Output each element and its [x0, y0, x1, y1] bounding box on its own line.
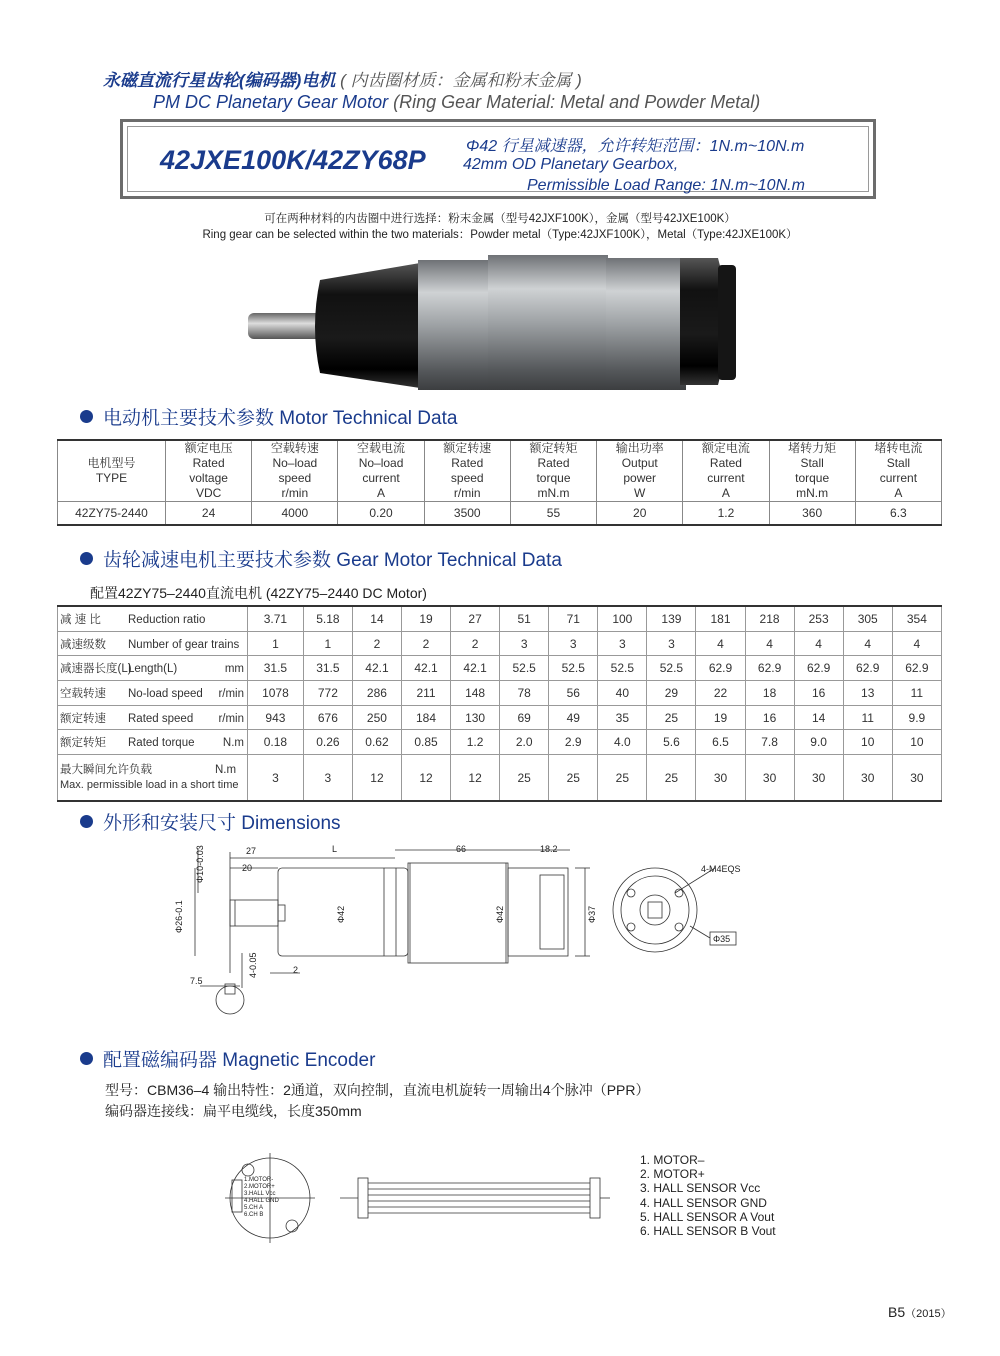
gear-cell: 2: [401, 631, 450, 656]
gear-cell: 62.9: [745, 656, 794, 681]
gear-cell: 0.18: [248, 730, 304, 755]
encoder-drawing: [210, 1148, 630, 1243]
connector-right: [590, 1178, 600, 1218]
dim-37: Φ37: [587, 905, 597, 923]
gear-cell: 62.9: [794, 656, 843, 681]
gear-cell: 4: [745, 631, 794, 656]
type-header: 电机型号 TYPE: [58, 440, 166, 502]
pcb-label: 2.MOTOR+: [244, 1184, 275, 1190]
gear-cell: 52.5: [598, 656, 647, 681]
gear-cell: 7.8: [745, 730, 794, 755]
gear-cell: 772: [303, 681, 352, 706]
gear-cell: 31.5: [303, 656, 352, 681]
gear-cell: 3: [598, 631, 647, 656]
motor-cell: 1.2: [683, 502, 769, 526]
gear-cell: 2.0: [500, 730, 549, 755]
gear-cell: 56: [549, 681, 598, 706]
gear-cell: 78: [500, 681, 549, 706]
gear-cell: 30: [794, 755, 843, 802]
gear-cell: 51: [500, 606, 549, 631]
gear-cell: 25: [647, 705, 696, 730]
gear-cell: 5.6: [647, 730, 696, 755]
connector-left: [358, 1178, 368, 1218]
gear-cell: 250: [352, 705, 401, 730]
gear-cell: 4.0: [598, 730, 647, 755]
gear-cell: 100: [598, 606, 647, 631]
gearbox-black: [315, 263, 420, 388]
motor-col-header: 额定电压 Rated voltage VDC: [166, 440, 252, 502]
gear-cell: 4: [696, 631, 745, 656]
motor-cell: 55: [510, 502, 596, 526]
motor-cell: 4000: [252, 502, 338, 526]
gear-row-label: 空载转速 No-load speed r/min: [58, 681, 248, 706]
gear-cell: 31.5: [248, 656, 304, 681]
motor-cell: 360: [769, 502, 855, 526]
gearbox-en-2: Permissible Load Range: 1N.m~10N.m: [527, 177, 805, 194]
gear-cell: 6.5: [696, 730, 745, 755]
gear-cell: 19: [401, 606, 450, 631]
encoder-line-2: 编码器连接线：扁平电缆线，长度350mm: [105, 1103, 362, 1119]
gearbox-cn: Φ42 行星减速器，允许转矩范围：1N.m~10N.m: [466, 138, 805, 155]
gear-cell: 4: [892, 631, 941, 656]
gear-cell: 2: [352, 631, 401, 656]
gear-cell: 4: [843, 631, 892, 656]
gear-cell: 11: [843, 705, 892, 730]
gear-cell: 0.62: [352, 730, 401, 755]
motor-cell: 24: [166, 502, 252, 526]
gear-cell: 42.1: [352, 656, 401, 681]
pcb-label: 1.MOTOR-: [244, 1177, 274, 1183]
dim-4: 4-0.05: [248, 952, 258, 978]
gear-row-label: 减速器长度(L)Length(L) mm: [58, 656, 248, 681]
gear-cell: 25: [647, 755, 696, 802]
gear-row-label: 减速级数 Number of gear trains: [58, 631, 248, 656]
gear-cell: 11: [892, 681, 941, 706]
dim-42b: Φ42: [495, 905, 505, 923]
gear-cell: 49: [549, 705, 598, 730]
motor-can: [488, 255, 608, 390]
gear-cell: 62.9: [892, 656, 941, 681]
gear-cell: 354: [892, 606, 941, 631]
dim-L: L: [332, 844, 338, 854]
gear-cell: 9.0: [794, 730, 843, 755]
dim-66: 66: [456, 844, 467, 854]
gear-cell: 211: [401, 681, 450, 706]
gear-row: [58, 606, 942, 631]
motor-table: [57, 439, 942, 526]
gear-cell: 218: [745, 606, 794, 631]
gear-cell: 148: [451, 681, 500, 706]
gear-section-title: 齿轮减速电机主要技术参数 Gear Motor Technical Data: [80, 545, 562, 572]
gear-cell: 2.9: [549, 730, 598, 755]
gear-cell: 16: [794, 681, 843, 706]
encoder-section-title: 配置磁编码器 Magnetic Encoder: [80, 1045, 375, 1072]
motor-col-header: 额定转速 Rated speed r/min: [424, 440, 510, 502]
title-cn: [103, 66, 582, 91]
gear-row: [58, 705, 942, 730]
encoder-line-1: 型号：CBM36–4 输出特性：2通道，双向控制，直流电机旋转一周输出4个脉冲（PPR）: [105, 1082, 650, 1098]
motor-col-header: 空载转速 No–load speed r/min: [252, 440, 338, 502]
dim-26: Φ26-0.1: [174, 900, 184, 933]
dim-27: 27: [246, 846, 257, 856]
gearbox-en-1: 42mm OD Planetary Gearbox,: [463, 156, 679, 173]
wire-list: [640, 1153, 776, 1238]
gear-cell: 25: [500, 755, 549, 802]
dim-42a: Φ42: [336, 905, 346, 923]
gear-row-max-load: [58, 755, 942, 802]
wire-item: 3. HALL SENSOR Vcc: [640, 1181, 761, 1196]
motor-col-header: 额定电流 Rated current A: [683, 440, 769, 502]
gear-cell: 3: [248, 755, 304, 802]
drawing-end-view: [613, 868, 697, 952]
page-number: B5（2015）: [888, 1304, 952, 1320]
gear-cell: 943: [248, 705, 304, 730]
gear-cell: 27: [451, 606, 500, 631]
wire-item: 6. HALL SENSOR B Vout: [640, 1224, 776, 1239]
gear-cell: 4: [794, 631, 843, 656]
wire-item: 1. MOTOR–: [640, 1153, 705, 1167]
motor-col-header: 堵转力矩 Stall torque mN.m: [769, 440, 855, 502]
gear-row-label: 最大瞬间允许负载 N.m Max. permissible load in a short time: [58, 755, 248, 802]
motor-cell: 42ZY75-2440: [58, 502, 166, 526]
title-en-main: PM DC Planetary Gear Motor: [153, 92, 389, 112]
motor-col-header: 空载电流 No–load current A: [338, 440, 424, 502]
gear-row: [58, 681, 942, 706]
gear-cell: 29: [647, 681, 696, 706]
gear-cell: 3: [647, 631, 696, 656]
gear-cell: 3.71: [248, 606, 304, 631]
gear-cell: 16: [745, 705, 794, 730]
motor-cell: 3500: [424, 502, 510, 526]
motor-cell: 20: [597, 502, 683, 526]
wire-item: 2. MOTOR+: [640, 1167, 705, 1182]
gear-cell: 184: [401, 705, 450, 730]
dim-2: 2: [293, 965, 299, 975]
gear-cell: 14: [794, 705, 843, 730]
gear-cell: 676: [303, 705, 352, 730]
dimensions-section-title: 外形和安装尺寸 Dimensions: [80, 808, 341, 835]
gear-cell: 71: [549, 606, 598, 631]
title-en-sub: (Ring Gear Material: Metal and Powder Metal): [393, 92, 761, 112]
gear-cell: 286: [352, 681, 401, 706]
motor-col-header: 额定转矩 Rated torque mN.m: [510, 440, 596, 502]
drawing-shaft: [230, 900, 278, 926]
motor-cell: 0.20: [338, 502, 424, 526]
gear-cell: 3: [303, 755, 352, 802]
gear-cell: 0.85: [401, 730, 450, 755]
gear-config: 配置42ZY75–2440直流电机 (42ZY75–2440 DC Motor): [90, 585, 427, 601]
motor-section-title: 电动机主要技术参数 Motor Technical Data: [80, 403, 457, 430]
gear-cell: 40: [598, 681, 647, 706]
gear-cell: 30: [892, 755, 941, 802]
dim-20: 20: [242, 863, 253, 873]
gear-cell: 30: [843, 755, 892, 802]
gear-cell: 22: [696, 681, 745, 706]
gear-cell: 30: [745, 755, 794, 802]
motor-photo: [240, 245, 740, 390]
ring-note-cn: 可在两种材料的内齿圈中进行选择：粉末金属（型号42JXF100K），金属（型号42JXE100K）: [264, 213, 736, 225]
pcb-label: 3.HALL Vcc: [244, 1191, 276, 1197]
gear-row-label: 减 速 比 Reduction ratio: [58, 606, 248, 631]
gear-cell: 12: [352, 755, 401, 802]
dim-10: Φ10-0.03: [195, 845, 205, 883]
wire-item: 4. HALL SENSOR GND: [640, 1195, 767, 1210]
gear-cell: 12: [451, 755, 500, 802]
gear-cell: 13: [843, 681, 892, 706]
gear-cell: 130: [451, 705, 500, 730]
gear-cell: 62.9: [843, 656, 892, 681]
pcb-label: 4.HALL GND: [244, 1198, 279, 1204]
gear-table: [57, 605, 942, 802]
gear-row: [58, 656, 942, 681]
gear-cell: 18: [745, 681, 794, 706]
gear-cell: 69: [500, 705, 549, 730]
gear-cell: 3: [549, 631, 598, 656]
ring-note-en: Ring gear can be selected within the two materials：Powder metal（Type:42JXF100K），Metal（Type:42JXE100K）: [202, 229, 798, 241]
gear-cell: 52.5: [500, 656, 549, 681]
gear-cell: 12: [401, 755, 450, 802]
gear-cell: 5.18: [303, 606, 352, 631]
gear-cell: 1078: [248, 681, 304, 706]
title-cn-main: 永磁直流行星齿轮(编码器)电机: [103, 71, 336, 90]
gear-cell: 2: [451, 631, 500, 656]
gear-cell: 3: [500, 631, 549, 656]
gear-cell: 30: [696, 755, 745, 802]
gear-cell: 19: [696, 705, 745, 730]
dim-7-5: 7.5: [190, 976, 203, 986]
gear-cell: 14: [352, 606, 401, 631]
gear-row-label: 额定转矩 Rated torque N.m: [58, 730, 248, 755]
gear-cell: 10: [843, 730, 892, 755]
gear-cell: 25: [598, 755, 647, 802]
gear-row: [58, 631, 942, 656]
gear-cell: 0.26: [303, 730, 352, 755]
gear-cell: 9.9: [892, 705, 941, 730]
motor-col-header: 输出功率 Output power W: [597, 440, 683, 502]
gear-cell: 25: [549, 755, 598, 802]
gear-cell: 62.9: [696, 656, 745, 681]
gear-cell: 181: [696, 606, 745, 631]
gear-cell: 305: [843, 606, 892, 631]
gear-cell: 1: [248, 631, 304, 656]
motor-cell: 6.3: [855, 502, 941, 526]
pcb-label: 5.CH A: [244, 1205, 264, 1211]
title-cn-sub: ( 内齿圈材质：金属和粉末金属 ): [340, 71, 582, 90]
gear-row-label: 额定转速 Rated speed r/min: [58, 705, 248, 730]
title-en: [153, 92, 760, 113]
wire-item: 5. HALL SENSOR A Vout: [640, 1209, 775, 1224]
gear-cell: 42.1: [451, 656, 500, 681]
pcb-label: 6.CH B: [244, 1212, 264, 1218]
gear-cell: 1.2: [451, 730, 500, 755]
dim-35: Φ35: [713, 934, 731, 944]
dim-m4: 4-M4EQS: [701, 864, 741, 874]
gear-row: [58, 730, 942, 755]
gear-cell: 52.5: [647, 656, 696, 681]
gear-cell: 139: [647, 606, 696, 631]
gear-cell: 1: [303, 631, 352, 656]
motor-col-header: 堵转电流 Stall current A: [855, 440, 941, 502]
model-number: 42JXE100K/42ZY68P: [160, 145, 426, 175]
gear-cell: 52.5: [549, 656, 598, 681]
dim-18: 18.2: [540, 844, 558, 854]
gear-cell: 42.1: [401, 656, 450, 681]
gear-cell: 10: [892, 730, 941, 755]
dimension-drawing: [170, 838, 790, 1033]
gear-cell: 35: [598, 705, 647, 730]
gear-cell: 253: [794, 606, 843, 631]
